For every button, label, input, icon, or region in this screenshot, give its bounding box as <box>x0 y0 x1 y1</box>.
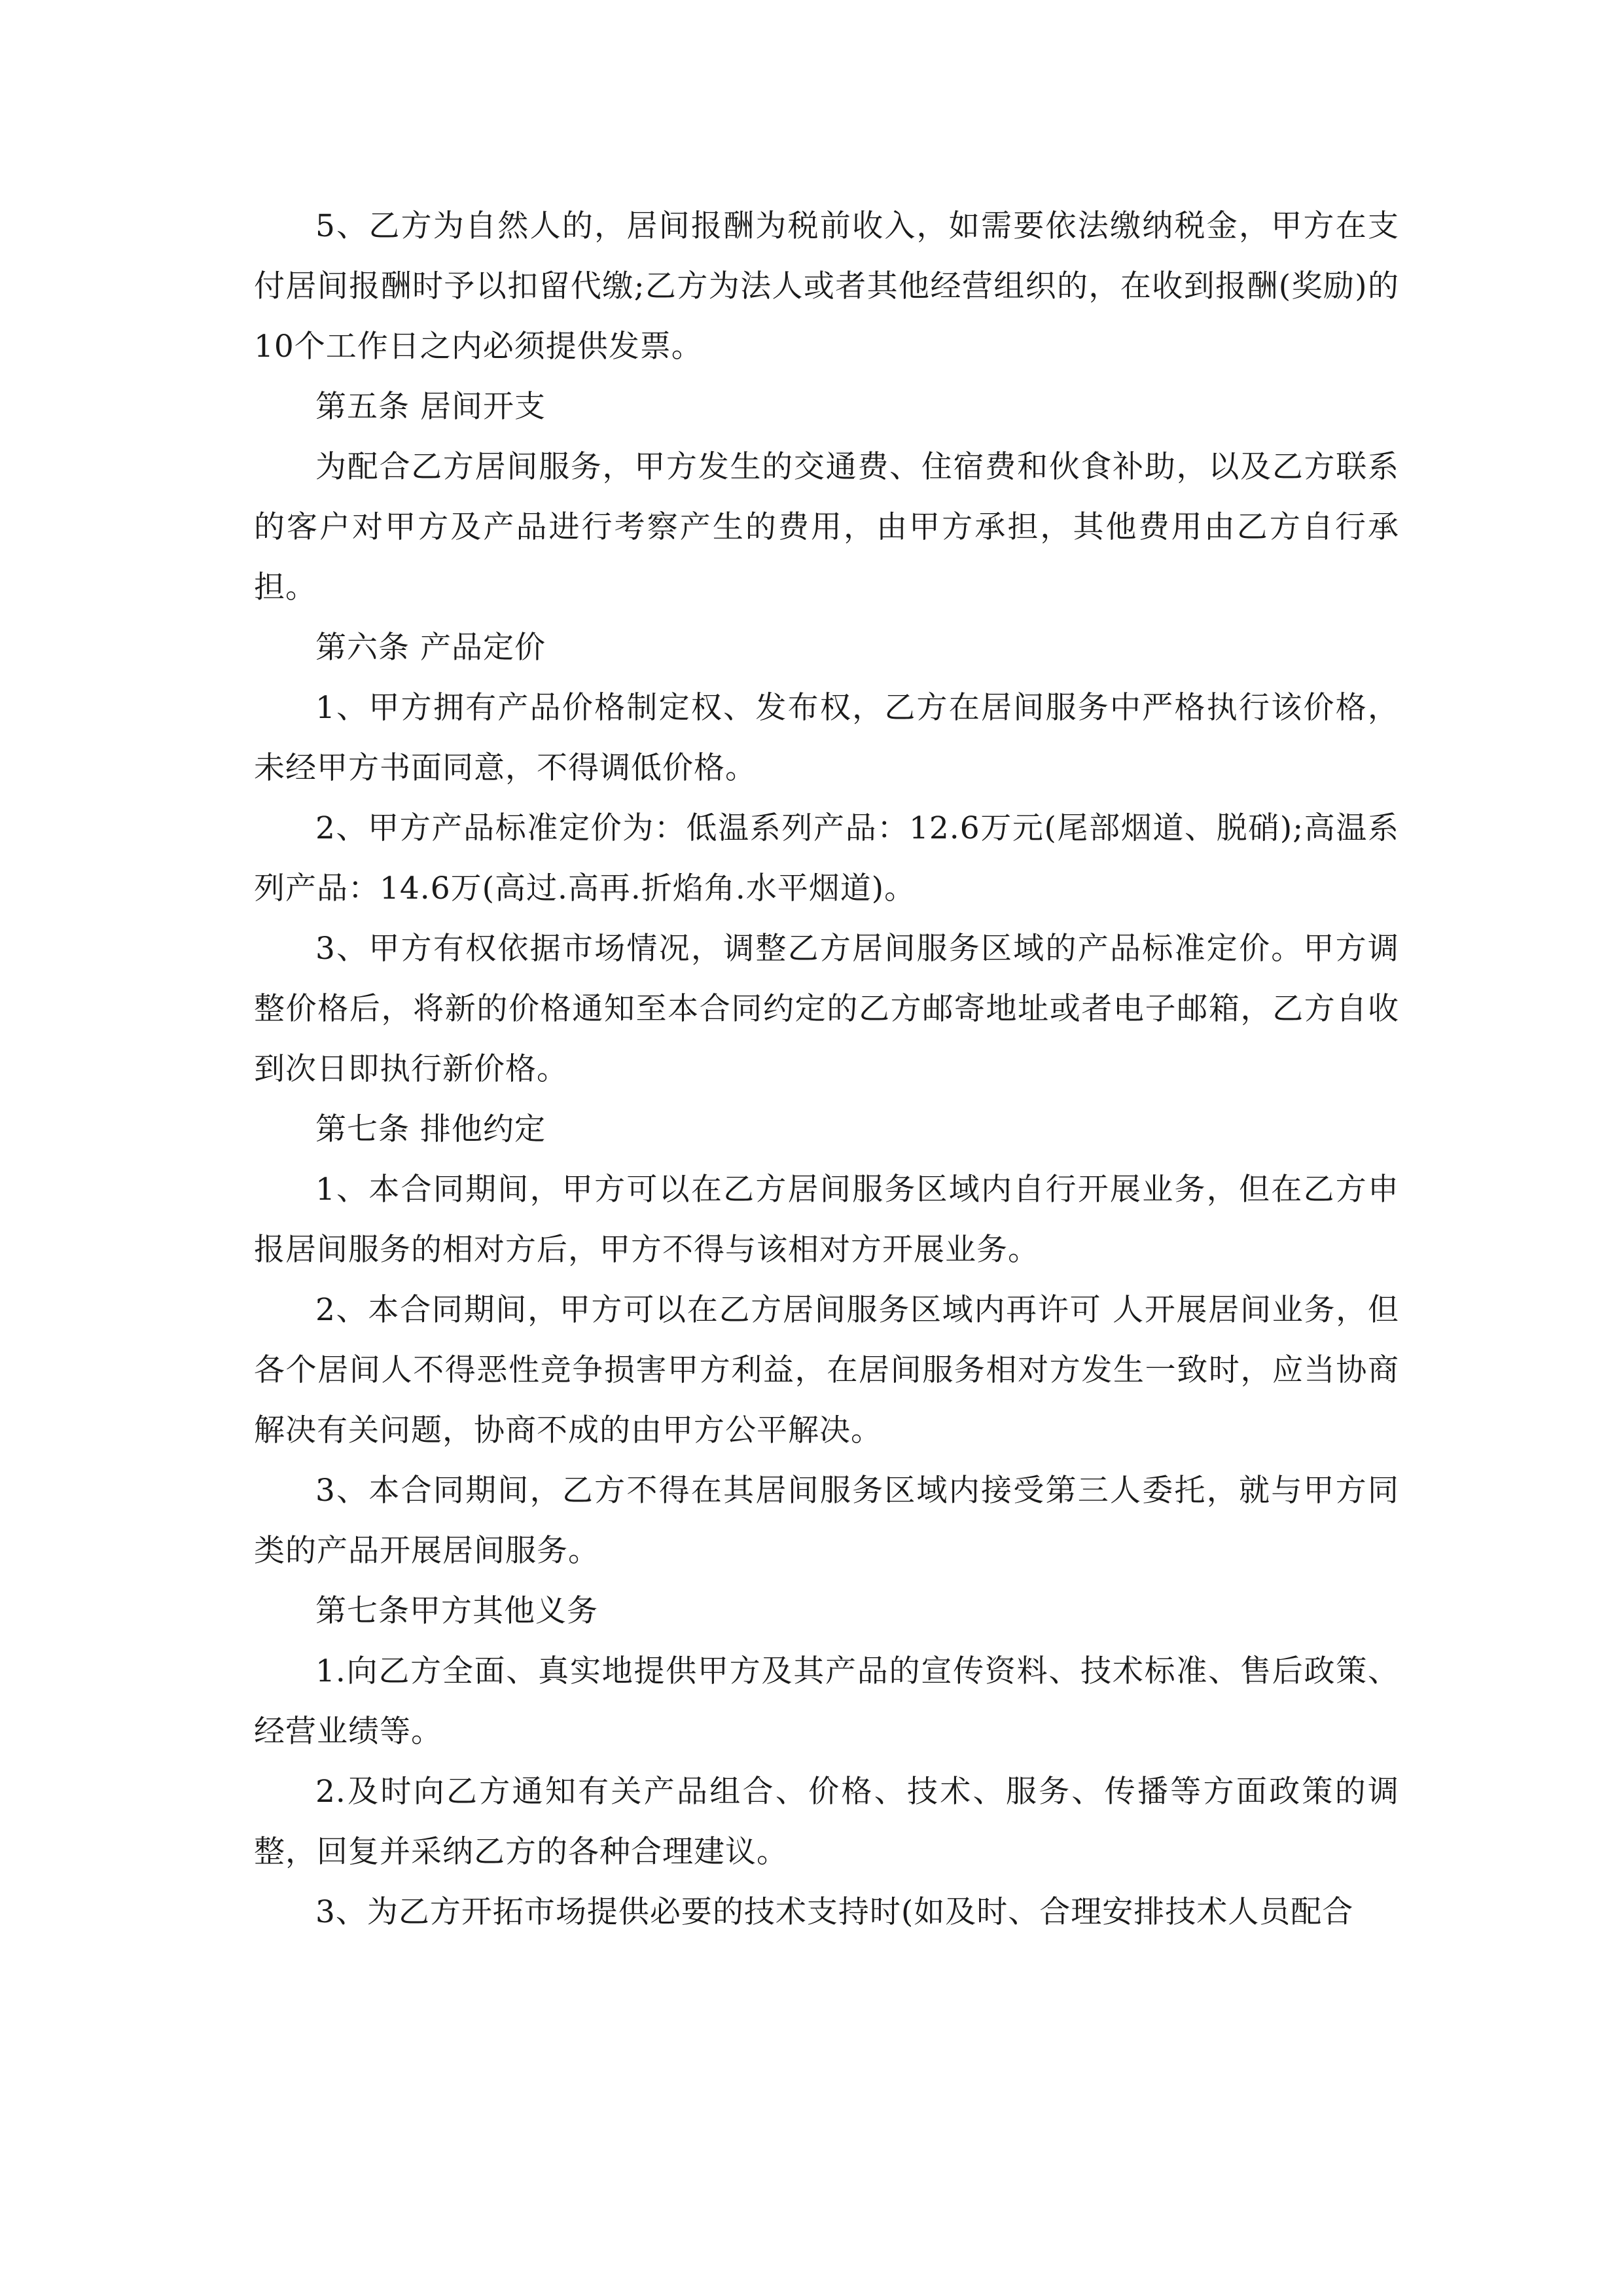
paragraph-obligation-1: 1.向乙方全面、真实地提供甲方及其产品的宣传资料、技术标准、售后政策、经营业绩等。 <box>254 1653 1399 1749</box>
paragraph-remuneration-tax: 5、乙方为自然人的，居间报酬为税前收入，如需要依法缴纳税金，甲方在支付居间报酬时予以扣留代缴;乙方为法人或者其他经营组织的，在收到报酬(奖励)的10个工作日之内必须提供发票。 <box>254 208 1399 365</box>
paragraph-exclusivity-1: 1、本合同期间，甲方可以在乙方居间服务区域内自行开展业务，但在乙方申报居间服务的相对方后，甲方不得与该相对方开展业务。 <box>254 1172 1399 1268</box>
section-heading-5: 第五条 居间开支 <box>315 389 546 425</box>
paragraph-pricing-1: 1、甲方拥有产品价格制定权、发布权，乙方在居间服务中严格执行该价格，未经甲方书面同意，不得调低价格。 <box>254 690 1399 786</box>
paragraph-exclusivity-3: 3、本合同期间，乙方不得在其居间服务区域内接受第三人委托，就与甲方同类的产品开展居间服务。 <box>254 1473 1399 1569</box>
paragraph-obligation-3: 3、为乙方开拓市场提供必要的技术支持时(如及时、合理安排技术人员配合 <box>315 1894 1354 1930</box>
section-heading-7b: 第七条甲方其他义务 <box>315 1593 598 1629</box>
document-body <box>254 196 1399 1943</box>
section-heading-6: 第六条 产品定价 <box>315 630 546 666</box>
paragraph-pricing-2: 2、甲方产品标准定价为：低温系列产品：12.6万元(尾部烟道、脱硝);高温系列产品：14.6万(高过.高再.折焰角.水平烟道)。 <box>254 810 1399 906</box>
paragraph-expenses: 为配合乙方居间服务，甲方发生的交通费、住宿费和伙食补助，以及乙方联系的客户对甲方及产品进行考察产生的费用，由甲方承担，其他费用由乙方自行承担。 <box>254 449 1399 605</box>
paragraph-exclusivity-2: 2、本合同期间，甲方可以在乙方居间服务区域内再许可 人开展居间业务，但各个居间人不得恶性竞争损害甲方利益，在居间服务相对方发生一致时，应当协商解决有关问题，协商不成的由甲方公平解决。 <box>254 1292 1399 1448</box>
paragraph-obligation-2: 2.及时向乙方通知有关产品组合、价格、技术、服务、传播等方面政策的调整，回复并采纳乙方的各种合理建议。 <box>254 1774 1399 1870</box>
section-heading-7: 第七条 排他约定 <box>315 1111 546 1147</box>
paragraph-pricing-3: 3、甲方有权依据市场情况，调整乙方居间服务区域的产品标准定价。甲方调整价格后，将新的价格通知至本合同约定的乙方邮寄地址或者电子邮箱，乙方自收到次日即执行新价格。 <box>254 931 1399 1087</box>
